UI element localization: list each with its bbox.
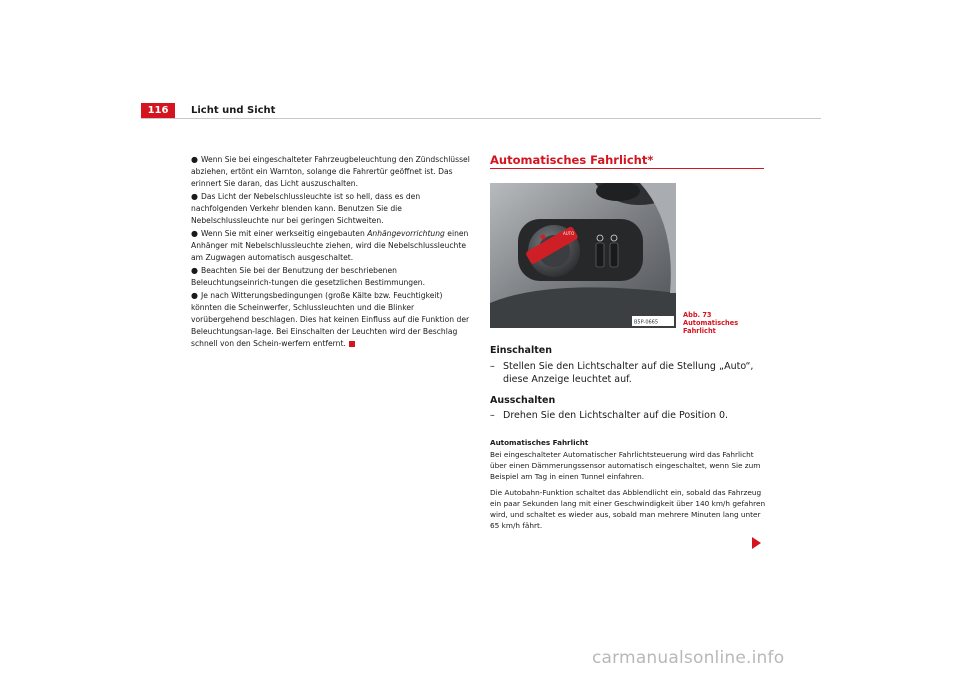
bullet-icon: ●	[191, 155, 198, 164]
note-bullet: ● Das Licht der Nebelschlussleuchte ist so hell, dass es den nachfolgenden Verkehr blenden kann. Benutzen Sie die Nebelschlussleuchte nur bei geringen Sichtweiten.	[191, 192, 421, 225]
bullet-icon: ●	[191, 192, 198, 201]
note-bullet-trailer: ● Wenn Sie mit einer werkseitig eingebauten Anhängevorrichtung einen Anhänger mit Nebelschlussleuchte ziehen, wird die Nebelschlussleuchte am Zugwagen automatisch ausgeschaltet.	[191, 229, 469, 262]
einschalten-step: – Stellen Sie den Lichtschalter auf die Stellung „Auto“, diese Anzeige leuchtet auf.	[490, 361, 754, 385]
watermark: carmanualsonline.info	[592, 648, 785, 668]
light-switch-photo	[490, 183, 676, 328]
next-page-arrow-icon	[752, 537, 761, 549]
left-column-notes	[191, 154, 471, 351]
page-number: 116	[141, 103, 175, 119]
page-header-title: Licht und Sicht	[191, 105, 276, 116]
info-paragraph-1: Bei eingeschalteter Automatischer Fahrlichtsteuerung wird das Fahrlicht über einen Dämmerungssensor automatisch eingeschaltet, wenn Sie zum Beispiel am Tag in einen Tunnel einfahren.	[490, 450, 761, 481]
section-title: Automatisches Fahrlicht*	[490, 153, 654, 167]
section-end-icon	[349, 341, 355, 347]
bullet-icon: ●	[191, 266, 198, 275]
note-bullet: ● Wenn Sie bei eingeschalteter Fahrzeugbeleuchtung den Zündschlüssel abziehen, ertönt ein Warnton, solange die Fahrertür geöffnet ist. Das erinnert Sie daran, das Licht auszuschalten.	[191, 155, 470, 188]
note-bullet: ● Beachten Sie bei der Benutzung der beschriebenen Beleuchtungseinrich-tungen die gesetzlichen Bestimmungen.	[191, 266, 425, 287]
header-divider	[141, 118, 821, 119]
bullet-icon: ●	[191, 291, 198, 300]
figure-caption: Abb. 73 Automatisches Fahrlicht	[683, 311, 739, 335]
photo-code: B5P-0665	[634, 319, 659, 326]
info-paragraph-2: Die Autobahn-Funktion schaltet das Abblendlicht ein, sobald das Fahrzeug ein paar Sekunden lang mit einer Geschwindigkeit über 140 km/h gefahren wird, und schaltet es wieder aus, sobald man mehrere Minuten lang unter 65 km/h fährt.	[490, 488, 766, 530]
ausschalten-heading: Ausschalten	[490, 395, 556, 406]
bullet-icon: ●	[191, 229, 198, 238]
info-heading: Automatisches Fahrlicht	[490, 438, 589, 447]
einschalten-heading: Einschalten	[490, 345, 552, 356]
ausschalten-step: – Drehen Sie den Lichtschalter auf die Position 0.	[490, 410, 729, 421]
light-switch-illustration	[490, 183, 676, 328]
note-bullet: ● Je nach Witterungsbedingungen (große Kälte bzw. Feuchtigkeit) könnten die Scheinwerfer, Schlussleuchten und die Blinker vorübergehend beschlagen. Dies hat keinen Einfluss auf die Funktion der Beleuchtungsan-lage. Bei Einschalten der Leuchten wird der Beschlag schnell von den Schein-werfern entfernt.	[191, 291, 470, 348]
auto-position-label: AUTO	[563, 231, 575, 236]
section-divider	[490, 168, 764, 169]
